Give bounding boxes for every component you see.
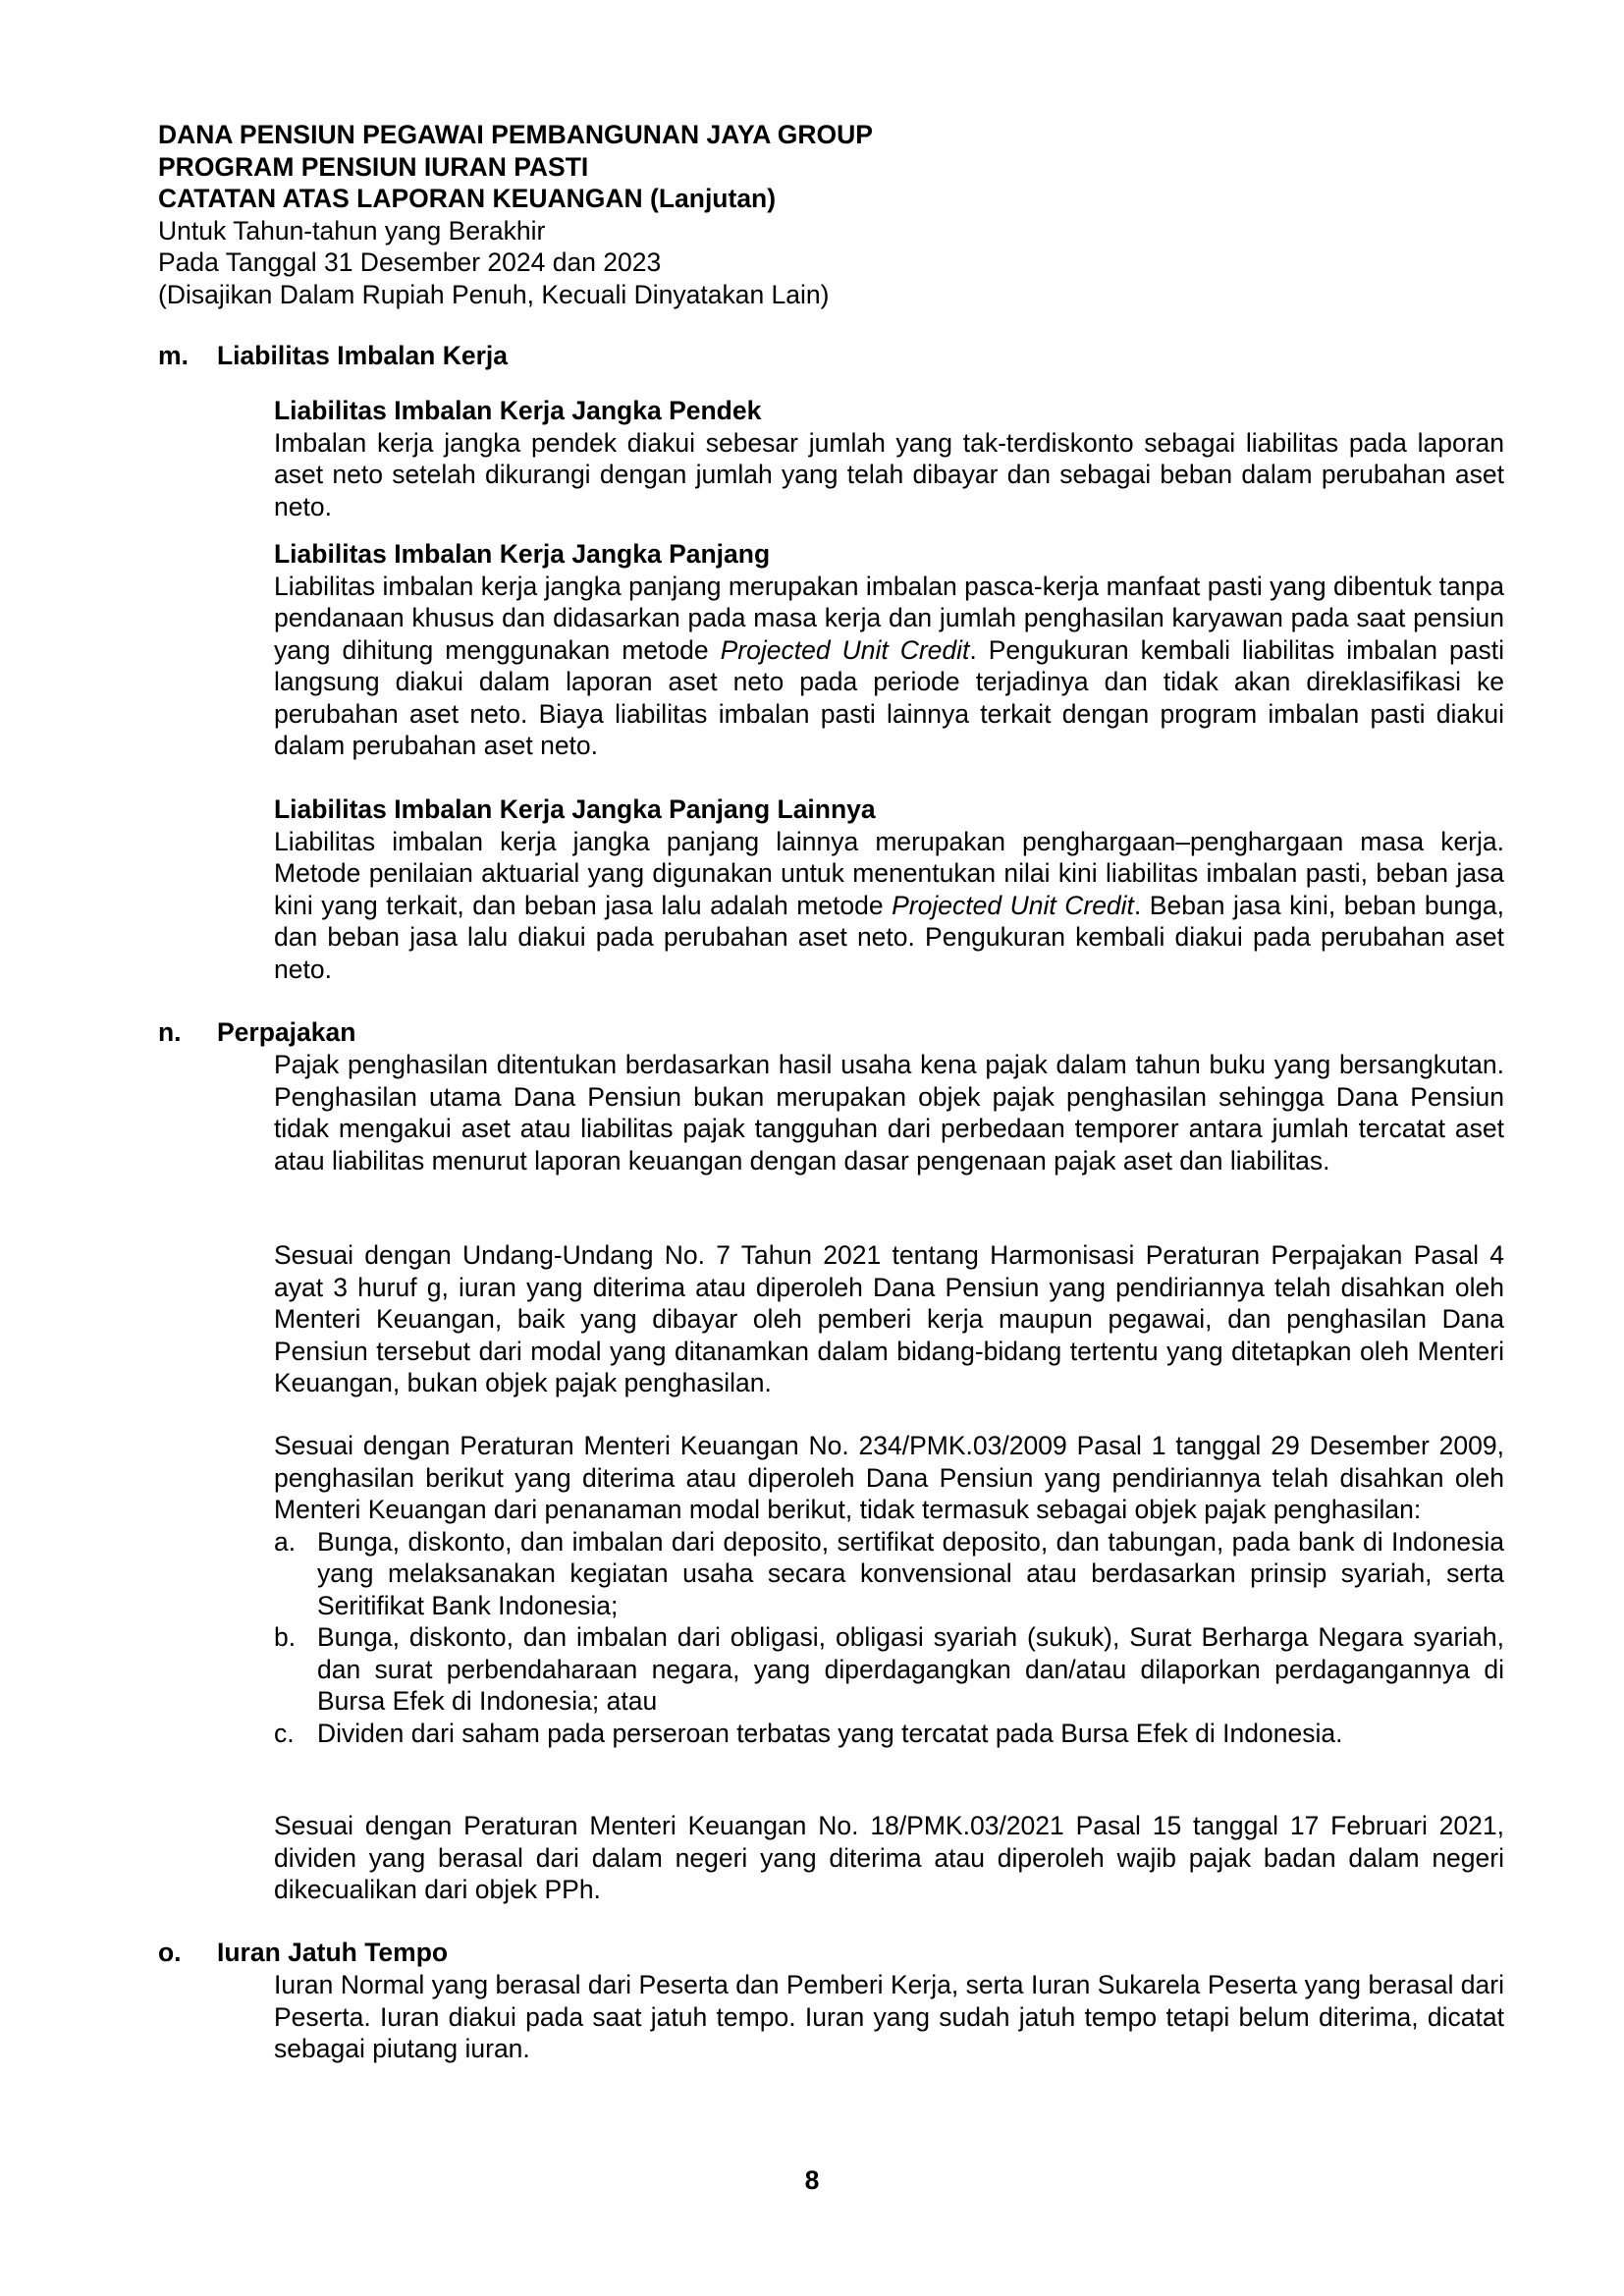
section-m-other-long-term	[274, 793, 1504, 985]
section-m-letter: m.	[158, 341, 189, 370]
list-item: c. Dividen dari saham pada perseroan terbatas yang tercatat pada Bursa Efek di Indonesia.	[274, 1718, 1343, 1748]
header-organization: DANA PENSIUN PEGAWAI PEMBANGUNAN JAYA GROUP	[158, 120, 873, 149]
section-n-paragraph-4	[274, 1810, 1504, 1906]
header-report-title: CATATAN ATAS LAPORAN KEUANGAN (Lanjutan)	[158, 184, 777, 213]
section-o-heading	[158, 1937, 1503, 1969]
subsection-short-term-title: Liabilitas Imbalan Kerja Jangka Pendek	[274, 396, 762, 425]
tax-paragraph-2: Sesuai dengan Undang-Undang No. 7 Tahun 2021 tentang Harmonisasi Peraturan Perpajakan Pasal 4 ayat 3 huruf g, iuran yang diterima atau diperoleh Dana Pensiun yang pendiriannya telah disahkan oleh Menteri Keuangan, baik yang dibayar oleh pemberi kerja maupun pegawai, dan penghasilan Dana Pensiun tersebut dari modal yang ditanamkan dalam bidang-bidang tertentu yang ditetapkan oleh Menteri Keuangan, bukan objek pajak penghasilan.	[274, 1240, 1504, 1397]
subsection-other-long-term-text: Liabilitas imbalan kerja jangka panjang lainnya merupakan penghargaan–penghargaan masa kerja. Metode penilaian aktuarial yang digunakan untuk menentukan nilai kini liabilitas imbalan pasti, beban jasa kini yang terkait, dan beban jasa lalu adalah metode Projected Unit Credit. Beban jasa kini, beban bunga, dan beban jasa lalu diakui pada perubahan aset neto. Pengukuran kembali diakui pada perubahan aset neto.	[274, 826, 1504, 984]
section-n-paragraph-3	[274, 1430, 1504, 1749]
header-currency-note: (Disajikan Dalam Rupiah Penuh, Kecuali Dinyatakan Lain)	[158, 279, 830, 309]
section-n-heading	[158, 1016, 1503, 1049]
header-period-line1: Untuk Tahun-tahun yang Berakhir	[158, 215, 546, 246]
section-n-paragraph-2	[274, 1239, 1504, 1399]
page-number: 8	[804, 2165, 820, 2195]
tax-paragraph-1: Pajak penghasilan ditentukan berdasarkan hasil usaha kena pajak dalam tahun buku yang bersangkutan. Penghasilan utama Dana Pensiun bukan merupakan objek pajak penghasilan sehingga Dana Pensiun tidak mengakui aset atau liabilitas pajak tangguhan dari perbedaan temporer antara jumlah tercatat aset atau liabilitas menurut laporan keuangan dengan dasar pengenaan pajak aset dan liabilitas.	[274, 1050, 1504, 1175]
header-period-line2: Pada Tanggal 31 Desember 2024 dan 2023	[158, 247, 662, 277]
tax-paragraph-3: Sesuai dengan Peraturan Menteri Keuangan No. 234/PMK.03/2009 Pasal 1 tanggal 29 Desember 2009, penghasilan berikut yang diterima atau diperoleh Dana Pensiun yang pendiriannya telah disahkan oleh Menteri Keuangan dari penanaman modal berikut, tidak termasuk sebagai objek pajak penghasilan:	[274, 1431, 1504, 1524]
section-n-title: Perpajakan	[217, 1017, 356, 1047]
tax-exempt-income-list	[274, 1526, 1504, 1750]
header-program: PROGRAM PENSIUN IURAN PASTI	[158, 151, 589, 182]
section-m-short-term	[274, 395, 1504, 522]
contributions-paragraph: Iuran Normal yang berasal dari Peserta dan Pemberi Kerja, serta Iuran Sukarela Peserta yang berasal dari Peserta. Iuran diakui pada saat jatuh tempo. Iuran yang sudah jatuh tempo tetapi belum diterima, dicatat sebagai piutang iuran.	[274, 1970, 1504, 2063]
section-n-paragraph-1	[274, 1049, 1504, 1176]
section-o-paragraph	[274, 1969, 1504, 2065]
section-n-letter: n.	[158, 1017, 182, 1047]
projected-unit-credit-term: Projected Unit Credit	[720, 634, 970, 665]
tax-paragraph-4: Sesuai dengan Peraturan Menteri Keuangan No. 18/PMK.03/2021 Pasal 15 tanggal 17 Februari 2021, dividen yang berasal dari dalam negeri yang diterima atau diperoleh wajib pajak badan dalam negeri dikecualikan dari objek PPh.	[274, 1811, 1504, 1904]
document-header	[158, 119, 1513, 310]
section-o-letter: o.	[158, 1938, 182, 1967]
subsection-long-term-text: Liabilitas imbalan kerja jangka panjang merupakan imbalan pasca-kerja manfaat pasti yang dibentuk tanpa pendanaan khusus dan didasarkan pada masa kerja dan jumlah penghasilan karyawan pada saat pensiun yang dihitung menggunakan metode Projected Unit Credit. Pengukuran kembali liabilitas imbalan pasti langsung diakui dalam laporan aset neto pada periode terjadinya dan tidak akan direklasifikasi ke perubahan aset neto. Biaya liabilitas imbalan pasti lainnya terkait dengan program imbalan pasti diakui dalam perubahan aset neto.	[274, 571, 1504, 760]
list-item: b. Bunga, diskonto, dan imbalan dari obligasi, obligasi syariah (sukuk), Surat Berharga Negara syariah, dan surat perbendaharaan negara, yang diperdagangkan dan/atau dilaporkan perdagangannya di Bursa Efek di Indonesia; atau	[274, 1622, 1504, 1716]
section-o-title: Iuran Jatuh Tempo	[217, 1938, 449, 1967]
projected-unit-credit-term: Projected Unit Credit	[892, 890, 1134, 920]
section-m-title: Liabilitas Imbalan Kerja	[217, 341, 509, 370]
subsection-other-long-term-title: Liabilitas Imbalan Kerja Jangka Panjang Lainnya	[274, 794, 876, 824]
subsection-long-term-title: Liabilitas Imbalan Kerja Jangka Panjang	[274, 539, 771, 569]
subsection-short-term-text: Imbalan kerja jangka pendek diakui sebesar jumlah yang tak-terdiskonto sebagai liabilitas pada laporan aset neto setelah dikurangi dengan jumlah yang telah dibayar dan sebagai beban dalam perubahan aset neto.	[274, 427, 1504, 521]
section-m-heading	[158, 340, 1503, 372]
list-item: a. Bunga, diskonto, dan imbalan dari deposito, sertifikat deposito, dan tabungan, pada bank di Indonesia yang melaksanakan kegiatan usaha secara konvensional atau berdasarkan prinsip syariah, serta Seritifikat Bank Indonesia;	[274, 1526, 1504, 1620]
section-m-long-term	[274, 538, 1504, 762]
